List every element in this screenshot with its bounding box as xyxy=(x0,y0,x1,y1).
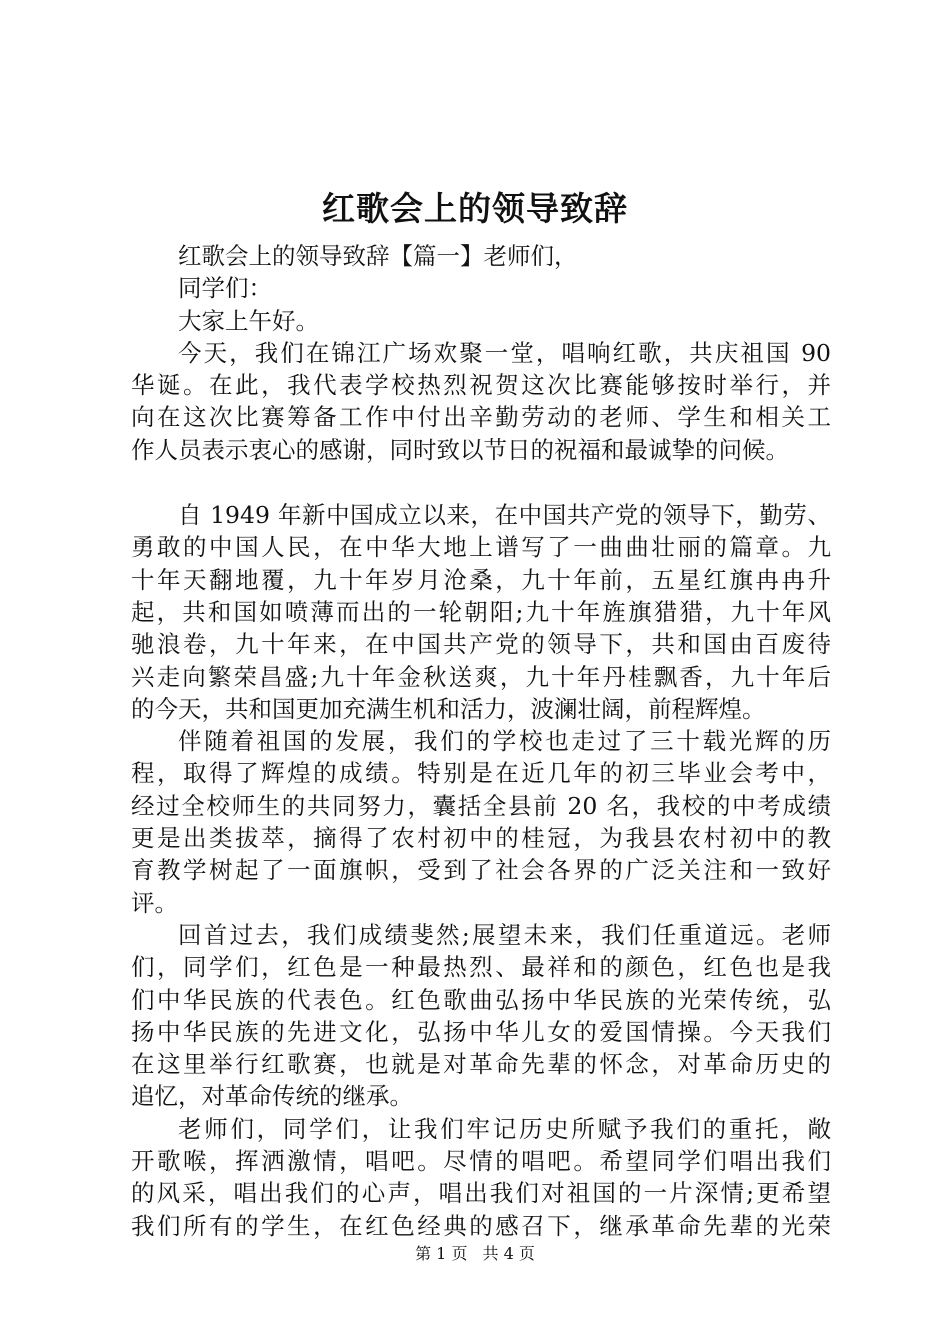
page-number: 第 1 页 xyxy=(415,1244,468,1263)
paragraph-line: 十年天翻地覆，九十年岁月沧桑，九十年前，五星红旗冉冉升 xyxy=(131,565,831,594)
paragraph-line: 育教学树起了一面旗帜，受到了社会各界的广泛关注和一致好 xyxy=(131,856,831,885)
paragraph xyxy=(131,919,831,1113)
paragraph-line: 兴走向繁荣昌盛;九十年金秋送爽，九十年丹桂飘香，九十年后 xyxy=(131,662,831,691)
document-title: 红歌会上的领导致辞 xyxy=(322,189,628,228)
page-total: 共 4 页 xyxy=(482,1244,535,1263)
paragraph xyxy=(131,499,831,725)
paragraph-line: 程，取得了辉煌的成绩。特别是在近几年的初三毕业会考中， xyxy=(131,759,831,788)
paragraph-line: 的今天，共和国更加充满生机和活力，波澜壮阔，前程辉煌。 xyxy=(131,694,766,723)
paragraph-line: 老师们，同学们，让我们牢记历史所赋予我们的重托，敞 xyxy=(178,1114,831,1143)
paragraph-line: 红歌会上的领导致辞【篇一】老师们， xyxy=(178,242,578,270)
paragraph xyxy=(131,240,831,272)
paragraph-line: 作人员表示衷心的感谢，同时致以节日的祝福和最诚挚的问候。 xyxy=(131,435,789,464)
paragraph-line: 追忆，对革命传统的继承。 xyxy=(131,1082,413,1111)
paragraph-line: 回首过去，我们成绩斐然;展望未来，我们任重道远。老师 xyxy=(178,920,831,949)
paragraph xyxy=(131,337,831,466)
paragraph-line: 大家上午好。 xyxy=(178,306,319,335)
paragraph-line: 华诞。在此，我代表学校热烈祝贺这次比赛能够按时举行，并 xyxy=(131,371,831,400)
paragraph-line: 勇敢的中国人民，在中华大地上谱写了一曲曲壮丽的篇章。九 xyxy=(131,533,831,562)
paragraph-line: 开歌喉，挥洒激情，唱吧。尽情的唱吧。希望同学们唱出我们 xyxy=(131,1147,831,1176)
paragraph-line: 更是出类拔萃，摘得了农村初中的桂冠，为我县农村初中的教 xyxy=(131,824,831,853)
paragraph-line: 起，共和国如喷薄而出的一轮朝阳;九十年旌旗猎猎，九十年风 xyxy=(131,597,831,626)
paragraph xyxy=(131,305,831,337)
paragraph-line: 在这里举行红歌赛，也就是对革命先辈的怀念，对革命历史的 xyxy=(131,1050,831,1079)
paragraph-line: 经过全校师生的共同努力，囊括全县前 20 名，我校的中考成绩 xyxy=(131,791,831,820)
paragraph-line: 同学们： xyxy=(178,274,272,303)
paragraph-line: 自 1949 年新中国成立以来，在中国共产党的领导下，勤劳、 xyxy=(178,501,831,530)
paragraph-line: 扬中华民族的先进文化，弘扬中华儿女的爱国情操。今天我们 xyxy=(131,1017,831,1046)
paragraph xyxy=(131,1113,831,1242)
paragraph-spacer xyxy=(131,466,831,499)
paragraph xyxy=(131,725,831,919)
paragraph-line: 伴随着祖国的发展，我们的学校也走过了三十载光辉的历 xyxy=(178,727,831,756)
paragraph-line: 今天，我们在锦江广场欢聚一堂，唱响红歌，共庆祖国 90 xyxy=(178,338,831,367)
page-footer xyxy=(0,1243,950,1265)
paragraph-line: 评。 xyxy=(131,888,178,917)
paragraph-line: 我们所有的学生，在红色经典的感召下，继承革命先辈的光荣 xyxy=(131,1211,831,1240)
paragraph-line: 们，同学们，红色是一种最热烈、最祥和的颜色，红色也是我 xyxy=(131,953,831,982)
paragraph-line: 的风采，唱出我们的心声，唱出我们对祖国的一片深情;更希望 xyxy=(131,1179,831,1208)
paragraph xyxy=(131,272,831,304)
paragraph-line: 向在这次比赛筹备工作中付出辛勤劳动的老师、学生和相关工 xyxy=(131,403,831,432)
document-body xyxy=(131,240,831,1242)
paragraph-line: 驰浪卷，九十年来，在中国共产党的领导下，共和国由百废待 xyxy=(131,630,831,659)
paragraph-line: 们中华民族的代表色。红色歌曲弘扬中华民族的光荣传统，弘 xyxy=(131,985,831,1014)
